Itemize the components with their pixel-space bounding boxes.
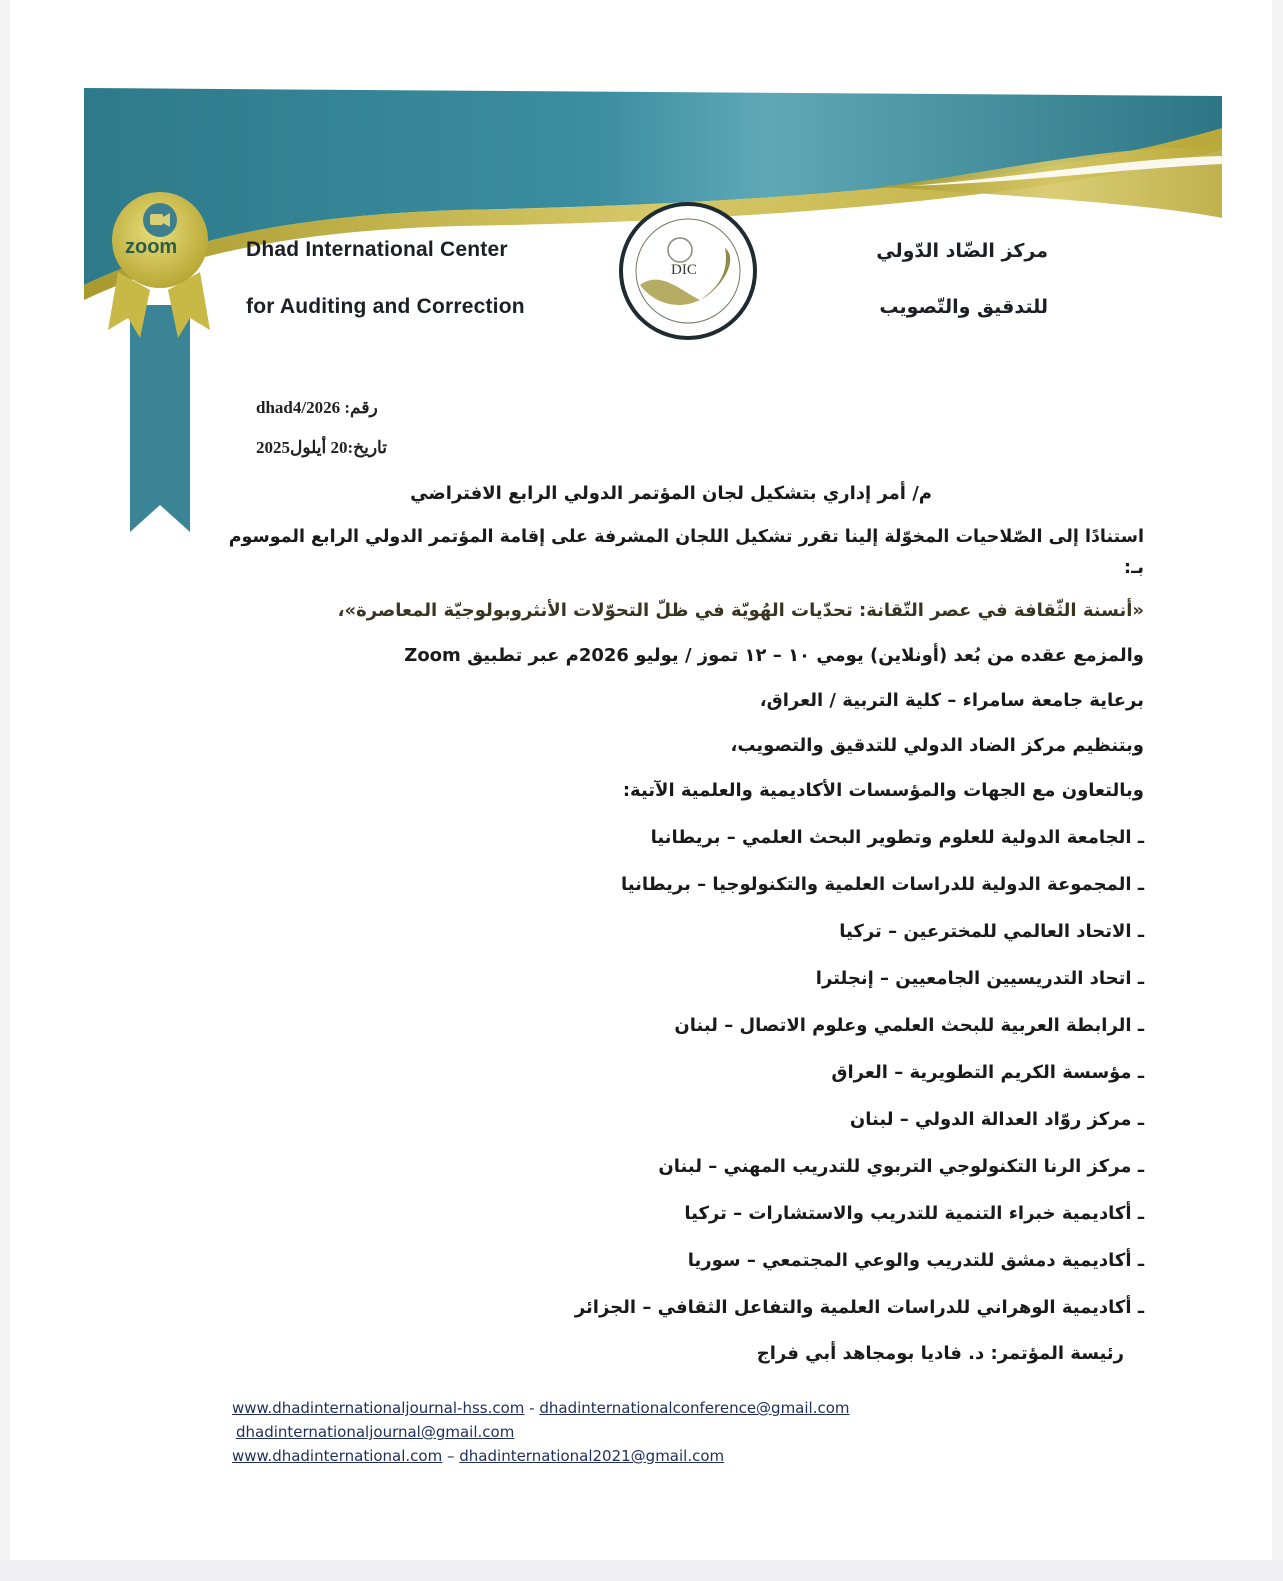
- separator: -: [524, 1399, 540, 1417]
- partner-item: ـ الاتحاد العالمي للمخترعين – تركيا: [839, 921, 1144, 942]
- org-name-ar-line1: مركز الضّاد الدّولي: [876, 240, 1048, 262]
- ribbon-tail: [130, 305, 190, 532]
- document-date: [256, 438, 387, 458]
- partner-item: ـ أكاديمية الوهراني للدراسات العلمية والتفاعل الثقافي – الجزائر: [574, 1297, 1144, 1318]
- partner-item: ـ أكاديمية خبراء التنمية للتدريب والاستشارات – تركيا: [684, 1203, 1144, 1224]
- logo-initials: DIC: [671, 262, 697, 278]
- footer-line-2: [236, 1423, 514, 1441]
- org-name-ar-line2: للتدقيق والتّصويب: [879, 296, 1048, 318]
- organizer-line: وبتنظيم مركز الضاد الدولي للتدقيق والتصويب،: [730, 735, 1144, 756]
- reference-number-label: رقم:: [344, 398, 378, 417]
- conference-chair: رئيسة المؤتمر: د. فاديا بومجاهد أبي فراج: [756, 1343, 1124, 1364]
- partner-item: ـ الرابطة العربية للبحث العلمي وعلوم الاتصال – لبنان: [674, 1015, 1144, 1036]
- conference-schedule: والمزمع عقده من بُعد (أونلاين) يومي ١٠ – ١٢ تموز / يوليو 2026م عبر تطبيق Zoom: [404, 645, 1144, 666]
- org-name-en-line1: Dhad International Center: [246, 238, 508, 261]
- date-value: 20 أيلول2025: [256, 438, 348, 457]
- partner-item: ـ الجامعة الدولية للعلوم وتطوير البحث العلمي – بريطانيا: [650, 827, 1144, 848]
- sponsorship-line: برعاية جامعة سامراء – كلية التربية / العراق،: [759, 690, 1144, 711]
- zoom-badge-text: zoom: [125, 236, 178, 258]
- journal-website-link[interactable]: www.dhadinternationaljournal-hss.com: [232, 1399, 525, 1417]
- main-website-link[interactable]: www.dhadinternational.com: [232, 1447, 443, 1465]
- partner-item: ـ أكاديمية دمشق للتدريب والوعي المجتمعي – سوريا: [687, 1250, 1144, 1271]
- partner-item: ـ مركز روّاد العدالة الدولي – لبنان: [849, 1109, 1144, 1130]
- intro-line-1: استنادًا إلى الصّلاحيات المخوّلة إلينا تقرر تشكيل اللجان المشرفة على إقامة المؤتمر الدولي الرابع الموسوم: [228, 527, 1144, 547]
- header-decoration: [10, 0, 1272, 560]
- scan-edge: [0, 1560, 1283, 1581]
- conference-email-link[interactable]: dhadinternationalconference@gmail.com: [539, 1399, 850, 1417]
- main-email-link[interactable]: dhadinternational2021@gmail.com: [459, 1447, 725, 1465]
- conference-title: «أنسنة الثّقافة في عصر التّقانة: تحدّيات الهُويّة في ظلّ التحوّلات الأنثروبولوجيّة المعاصرة»،: [337, 600, 1144, 621]
- reference-number: [256, 398, 378, 418]
- org-name-en-line2: for Auditing and Correction: [246, 295, 525, 318]
- letter-page: [10, 0, 1272, 1560]
- cooperation-line: وبالتعاون مع الجهات والمؤسسات الأكاديمية والعلمية الآتية:: [622, 780, 1144, 801]
- reference-number-value: dhad4/2026: [256, 398, 341, 417]
- footer-line-1: [232, 1399, 850, 1417]
- partner-item: ـ اتحاد التدريسيين الجامعيين – إنجلترا: [815, 968, 1144, 989]
- intro-line-2: بـ:: [1123, 557, 1144, 578]
- separator: –: [442, 1447, 460, 1465]
- partner-item: ـ المجموعة الدولية للدراسات العلمية والتكنولوجيا – بريطانيا: [620, 874, 1144, 895]
- subject-line: م/ أمر إداري بتشكيل لجان المؤتمر الدولي الرابع الافتراضي: [410, 483, 932, 504]
- date-label: تاريخ:: [347, 438, 387, 457]
- footer-line-3: [232, 1447, 724, 1465]
- partner-item: ـ مركز الرنا التكنولوجي التربوي للتدريب المهني – لبنان: [658, 1156, 1144, 1177]
- partner-item: ـ مؤسسة الكريم التطويرية – العراق: [831, 1062, 1144, 1083]
- journal-email-link[interactable]: dhadinternationaljournal@gmail.com: [236, 1423, 515, 1441]
